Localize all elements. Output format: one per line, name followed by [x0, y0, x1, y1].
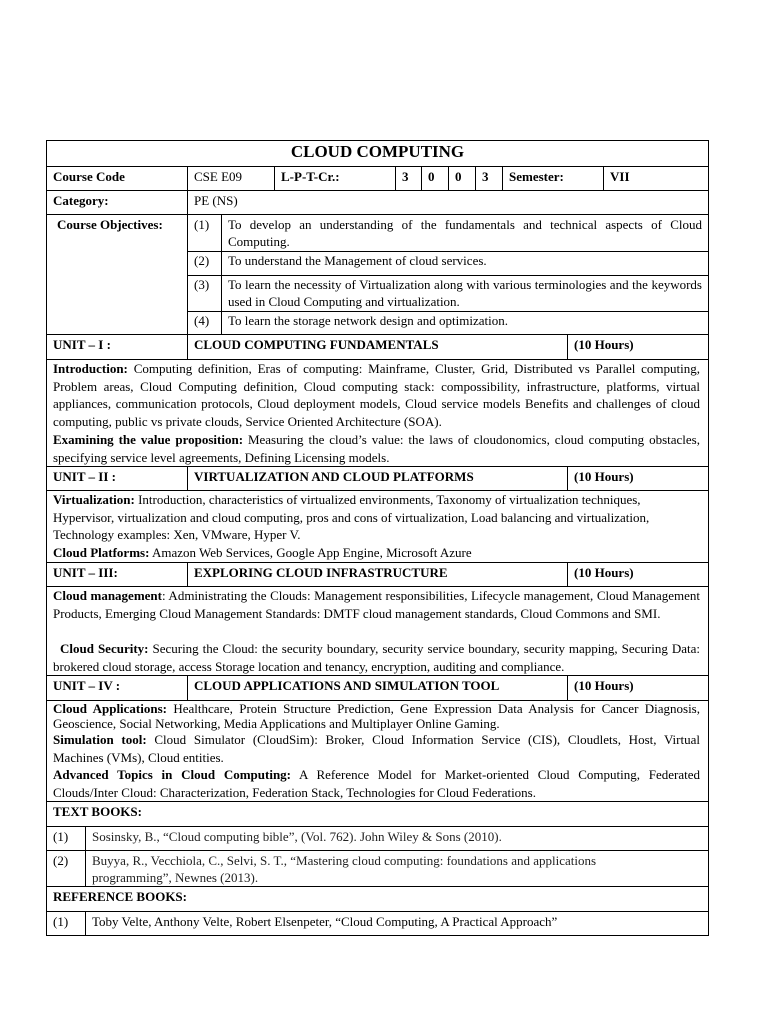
unit-header: [47, 335, 708, 360]
objective-text: To learn the necessity of Virtualization along with various terminologies and the keywords used in Cloud Computing and virtualization.: [221, 275, 708, 311]
category-row: [47, 191, 708, 215]
unit-paragraph: Cloud management: Administrating the Clouds: Management responsibilities, Lifecycle management, Cloud Management Products, Emerging Cloud Management Standards: DMTF cloud management standards, Cloud Commons and SMI.: [53, 588, 700, 621]
unit-label: UNIT – III:: [53, 565, 118, 580]
unit-label: UNIT – IV :: [53, 678, 121, 693]
unit-paragraph: Introduction: Computing definition, Eras of computing: Mainframe, Cluster, Grid, Distributed vs Parallel computing, Problem areas, Cloud Computing definition, Cloud computing stack: compossibility, infrastructure, platforms, virtual appliances, communication protocols, Cloud deployment models, Cloud service models Benefits and challenges of cloud computing, public vs private clouds, Service Oriented Architecture (SOA).: [53, 361, 700, 429]
reference-books-label: REFERENCE BOOKS:: [53, 889, 187, 904]
objective-item: [188, 275, 708, 312]
book-citation: Toby Velte, Anthony Velte, Robert Elsenpeter, “Cloud Computing, A Practical Approach”: [85, 912, 708, 935]
course-code-row: [47, 167, 708, 191]
credit-value: 3: [475, 167, 502, 190]
semester-label: Semester:: [502, 167, 603, 190]
unit-paragraph: Cloud Applications: Healthcare, Protein Structure Prediction, Gene Expression Data Analysis for Cancer Diagnosis, Geoscience, Social Networking, Media Applications and Multiplayer Online Gaming.: [53, 701, 700, 731]
objective-number: (4): [194, 313, 210, 328]
unit-content: [47, 587, 708, 676]
course-title: CLOUD COMPUTING: [290, 142, 465, 161]
text-books-header: [47, 802, 708, 827]
category-value: PE (NS): [187, 191, 708, 214]
objective-text: To learn the storage network design and optimization.: [221, 311, 708, 334]
objective-text: To develop an understanding of the fundamentals and technical aspects of Cloud Computing.: [221, 215, 708, 251]
lecture-value: 3: [395, 167, 421, 190]
unit-header: [47, 563, 708, 587]
objectives-section: [47, 215, 708, 335]
unit-content: [47, 701, 708, 802]
unit-paragraph: Virtualization: Introduction, characteristics of virtualized environments, Taxonomy of virtualization techniques, Hypervisor, virtualization and cloud computing, pros and cons of virtualization, Load balancing and virtualization, Technology examples: Xen, VMware, Hyper V.: [53, 492, 650, 543]
unit-paragraph: Advanced Topics in Cloud Computing: A Reference Model for Market-oriented Cloud Computing, Federated Clouds/Inter Cloud: Characterization, Federation Stack, Technologies for Cloud Federations.: [53, 767, 700, 800]
course-code-label: Course Code: [53, 169, 125, 184]
reference-book-item: [47, 912, 708, 935]
unit-content: [47, 360, 708, 467]
objective-item: [188, 251, 708, 276]
text-book-item: [47, 827, 708, 851]
unit-header: [47, 676, 708, 701]
objectives-label: Course Objectives:: [57, 217, 163, 232]
unit-hours: (10 Hours): [567, 335, 708, 359]
objective-number: (1): [194, 217, 210, 232]
course-code-value: CSE E09: [187, 167, 274, 190]
unit-paragraph: Cloud Security: Securing the Cloud: the security boundary, security service boundary, security mapping, Securing Data: brokered cloud storage, access Storage location and tenancy, encryption, auditing and compliance.: [53, 641, 700, 674]
unit-hours: (10 Hours): [567, 563, 708, 586]
text-book-item: [47, 851, 708, 887]
book-citation: Sosinsky, B., “Cloud computing bible”, (Vol. 762). John Wiley & Sons (2010).: [85, 827, 708, 850]
unit-header: [47, 467, 708, 491]
unit-hours: (10 Hours): [567, 467, 708, 490]
unit-paragraph: Cloud Platforms: Amazon Web Services, Google App Engine, Microsoft Azure: [53, 545, 472, 560]
unit-label: UNIT – II :: [53, 469, 116, 484]
syllabus-table: [46, 140, 709, 936]
book-number: (2): [53, 853, 69, 868]
category-label: Category:: [53, 193, 109, 208]
reference-books-header: [47, 887, 708, 912]
unit-title: VIRTUALIZATION AND CLOUD PLATFORMS: [187, 467, 567, 490]
objective-item: [188, 215, 708, 252]
title-row: [47, 141, 708, 167]
semester-value: VII: [603, 167, 708, 190]
unit-title: CLOUD COMPUTING FUNDAMENTALS: [187, 335, 567, 359]
objective-number: (2): [194, 253, 210, 268]
lptc-label: L-P-T-Cr.:: [274, 167, 395, 190]
unit-hours: (10 Hours): [567, 676, 708, 700]
unit-label: UNIT – I :: [53, 337, 111, 352]
objectives-list: [187, 215, 708, 334]
book-number: (1): [53, 829, 69, 844]
practical-value: 0: [421, 167, 448, 190]
objective-item: [188, 311, 708, 334]
unit-title: CLOUD APPLICATIONS AND SIMULATION TOOL: [187, 676, 567, 700]
objective-number: (3): [194, 277, 210, 292]
tutorial-value: 0: [448, 167, 475, 190]
unit-title: EXPLORING CLOUD INFRASTRUCTURE: [187, 563, 567, 586]
book-citation: Buyya, R., Vecchiola, C., Selvi, S. T., “Mastering cloud computing: foundations and applications programming”, Newnes (2013).: [85, 851, 653, 886]
unit-content: [47, 491, 708, 563]
book-number: (1): [53, 914, 69, 929]
unit-paragraph: Simulation tool: Cloud Simulator (CloudSim): Broker, Cloud Information Service (CIS), Cloudlets, Host, Virtual Machines (VMs), Cloud entities.: [53, 732, 700, 765]
unit-paragraph: Examining the value proposition: Measuring the cloud’s value: the laws of cloudonomics, cloud computing obstacles, specifying service level agreements, Defining Licensing models.: [53, 432, 700, 465]
objective-text: To understand the Management of cloud services.: [221, 251, 708, 275]
text-books-label: TEXT BOOKS:: [53, 804, 142, 819]
